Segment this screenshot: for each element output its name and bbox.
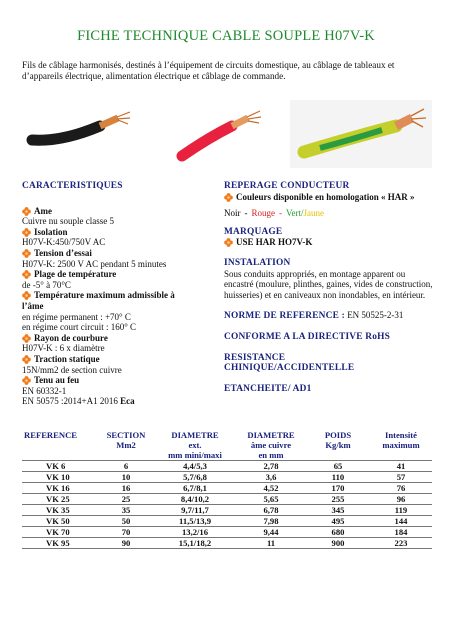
cell-poids: 65	[306, 461, 370, 472]
flower-icon	[22, 355, 31, 364]
cell-section: 6	[98, 461, 154, 472]
feu-label: Tenu au feu	[34, 375, 80, 386]
page-title: FICHE TECHNIQUE CABLE SOUPLE H07V-K	[77, 28, 375, 44]
cell-poids: 495	[306, 516, 370, 527]
header-line: DIAMETRE	[171, 430, 219, 440]
cell-diam-ame: 11	[236, 538, 306, 549]
cell-section: 50	[98, 516, 154, 527]
marquage-value: USE HAR HO7V-K	[236, 237, 313, 248]
cell-reference: VK 70	[22, 527, 98, 538]
cell-section: 35	[98, 505, 154, 516]
cell-section: 90	[98, 538, 154, 549]
ame-label: Ame	[34, 205, 52, 216]
tension-value: H07V-K: 2500 V AC pendant 5 minutes	[22, 258, 167, 269]
tempmax-bullet	[22, 290, 222, 301]
flower-icon	[22, 334, 31, 343]
cell-diam-ext: 8,4/10,2	[154, 494, 236, 505]
header-line: maximum	[382, 440, 420, 450]
table-row	[22, 483, 432, 494]
tension-label: Tension d’essai	[34, 247, 92, 258]
color-jaune: Jaune	[303, 208, 324, 219]
rayon-label: Rayon de courbure	[34, 332, 108, 343]
feu-bullet	[22, 375, 222, 386]
cell-intensite: 76	[370, 483, 432, 494]
resistance-heading-1: RESISTANCE	[224, 352, 286, 363]
plage-bullet	[22, 269, 222, 280]
table-row	[22, 461, 432, 472]
cell-section: 10	[98, 472, 154, 483]
header-line: REFERENCE	[24, 430, 78, 440]
cell-poids: 110	[306, 472, 370, 483]
cell-diam-ext: 9,7/11,7	[154, 505, 236, 516]
header-line: Mm2	[116, 440, 136, 450]
cell-reference: VK 25	[22, 494, 98, 505]
green-yellow-cable-photo	[290, 100, 432, 168]
cell-reference: VK 6	[22, 461, 98, 472]
cell-reference: VK 16	[22, 483, 98, 494]
color-sep: -	[244, 208, 248, 219]
reperage-sub	[224, 192, 434, 203]
marquage-bullet	[224, 237, 434, 248]
cell-section: 16	[98, 483, 154, 494]
cell-intensite: 96	[370, 494, 432, 505]
cell-poids: 680	[306, 527, 370, 538]
characteristics-section	[22, 181, 222, 407]
header-diam-ame	[236, 430, 306, 461]
cell-diam-ame: 3,6	[236, 472, 306, 483]
flower-icon	[22, 270, 31, 279]
table-row	[22, 527, 432, 538]
installation-heading: INSTALATION	[224, 257, 291, 268]
header-line: Kg/km	[325, 440, 351, 450]
cell-poids: 255	[306, 494, 370, 505]
cell-intensite: 144	[370, 516, 432, 527]
cell-reference: VK 35	[22, 505, 98, 516]
color-vert: Vert/	[286, 208, 304, 219]
flower-icon	[224, 193, 233, 202]
cell-section: 25	[98, 494, 154, 505]
rayon-value: H07V-K : 6 x diamètre	[22, 343, 105, 354]
tension-bullet	[22, 248, 222, 259]
cell-intensite: 57	[370, 472, 432, 483]
traction-label: Traction statique	[34, 353, 100, 364]
cell-diam-ame: 4,52	[236, 483, 306, 494]
header-reference	[22, 430, 98, 461]
tempmax-label-2: l’âme	[22, 300, 44, 311]
tempmax-value-1: en régime permanent : +70° C	[22, 311, 131, 322]
header-line: mm mini/maxi	[168, 450, 222, 460]
rayon-bullet	[22, 333, 222, 344]
header-intensite	[370, 430, 432, 461]
feu-value-2-class: Eca	[120, 396, 135, 407]
table-row	[22, 505, 432, 516]
table-row	[22, 472, 432, 483]
cell-reference: VK 95	[22, 538, 98, 549]
color-vert-jaune	[286, 208, 324, 219]
table-row	[22, 538, 432, 549]
feu-value-2	[22, 396, 222, 407]
marquage-heading: MARQUAGE	[224, 226, 283, 237]
header-line: ext.	[188, 440, 202, 450]
header-line: POIDS	[324, 430, 352, 440]
conforme-heading: CONFORME A LA DIRECTIVE RoHS	[224, 331, 391, 342]
header-poids	[306, 430, 370, 461]
header-line: en mm	[258, 450, 284, 460]
cell-intensite: 223	[370, 538, 432, 549]
cable-photos	[22, 100, 432, 170]
ame-value: Cuivre nu souple classe 5	[22, 216, 114, 227]
flower-icon	[22, 376, 31, 385]
header-line: DIAMETRE	[247, 430, 295, 440]
flower-icon	[22, 228, 31, 237]
flower-icon	[22, 291, 31, 300]
characteristics-heading: CARACTERISTIQUES	[22, 181, 123, 191]
cell-diam-ext: 11,5/13,9	[154, 516, 236, 527]
tempmax-value-2: en régime court circuit : 160° C	[22, 322, 137, 333]
cell-reference: VK 50	[22, 516, 98, 527]
table-row	[22, 516, 432, 527]
norme-label: NORME DE REFERENCE :	[224, 311, 345, 322]
isolation-value: H07V-K:450/750V AC	[22, 237, 106, 248]
cell-diam-ext: 6,7/8,1	[154, 483, 236, 494]
cell-diam-ame: 6,78	[236, 505, 306, 516]
traction-value: 15N/mm2 de section cuivre	[22, 364, 122, 375]
table-header-row	[22, 430, 432, 461]
cell-intensite: 184	[370, 527, 432, 538]
cell-poids: 170	[306, 483, 370, 494]
flower-icon	[224, 238, 233, 247]
table-row	[22, 494, 432, 505]
cell-poids: 900	[306, 538, 370, 549]
plage-value: de -5° à 70°C	[22, 279, 71, 290]
cell-diam-ext: 5,7/6,8	[154, 472, 236, 483]
cell-reference: VK 10	[22, 472, 98, 483]
isolation-label: Isolation	[34, 226, 68, 237]
color-rouge: Rouge	[251, 208, 275, 219]
color-sep: -	[279, 208, 282, 219]
header-line: SECTION	[106, 430, 146, 440]
cell-diam-ame: 7,98	[236, 516, 306, 527]
right-section	[224, 181, 434, 394]
feu-value-2-text: EN 50575 :2014+A1 2016	[22, 396, 118, 407]
color-list	[224, 208, 434, 219]
cell-diam-ext: 15,1/18,2	[154, 538, 236, 549]
header-line: âme cuivre	[250, 440, 292, 450]
header-line: Intensité	[385, 430, 417, 440]
etancheite-heading: ETANCHEITE/ AD1	[224, 383, 312, 394]
flower-icon	[22, 249, 31, 258]
cell-intensite: 119	[370, 505, 432, 516]
cell-intensite: 41	[370, 461, 432, 472]
cell-diam-ext: 4,4/5,3	[154, 461, 236, 472]
cell-diam-ext: 13,2/16	[154, 527, 236, 538]
color-noir: Noir	[224, 208, 241, 219]
cell-diam-ame: 5,65	[236, 494, 306, 505]
traction-bullet	[22, 354, 222, 365]
norme-line	[224, 310, 434, 322]
cell-diam-ame: 9,44	[236, 527, 306, 538]
norme-value: EN 50525-2-31	[347, 310, 404, 321]
tempmax-label: Température maximum admissible à	[34, 290, 175, 301]
intro-text: Fils de câblage harmonisés, destinés à l’équipement de circuits domestique, au câblage de tableaux et d’appareils électrique, alimentation électrique et câblage de commande.	[22, 60, 395, 81]
cell-diam-ame: 2,78	[236, 461, 306, 472]
resistance-heading-2: CHINIQUE/ACCIDENTELLE	[224, 363, 355, 374]
reperage-sub-text: Couleurs disponible en homologation « HAR »	[236, 191, 415, 202]
header-diam-ext	[154, 430, 236, 461]
black-cable-photo	[22, 100, 142, 168]
cell-section: 70	[98, 527, 154, 538]
installation-text: Sous conduits appropriés, en montage apparent ou encastré (moulure, plinthes, gaines, vides de construction, huisseries) et en caniveaux non inondables, en intérieur.	[224, 268, 433, 300]
header-section	[98, 430, 154, 461]
spec-table	[22, 430, 432, 549]
ame-bullet	[22, 206, 222, 217]
isolation-bullet	[22, 227, 222, 238]
feu-value-1: EN 60332-1	[22, 385, 67, 396]
flower-icon	[22, 207, 31, 216]
reperage-heading: REPERAGE CONDUCTEUR	[224, 181, 350, 191]
plage-label: Plage de température	[34, 269, 117, 280]
cell-poids: 345	[306, 505, 370, 516]
red-cable-photo	[162, 100, 282, 168]
